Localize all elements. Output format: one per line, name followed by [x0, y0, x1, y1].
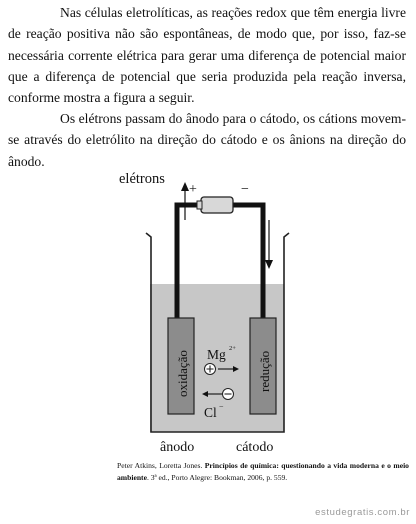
citation-title: Princípios de química: questionando a vida moderna e o meio ambiente: [117, 461, 409, 482]
plus-sign: +: [189, 182, 197, 197]
anode-electrode-label: oxidação: [175, 350, 190, 397]
citation: [117, 460, 409, 484]
cathode-electrode-label: redução: [257, 350, 272, 392]
citation-authors: Peter Atkins, Loretta Jones.: [117, 461, 203, 470]
anion-charge: −: [219, 402, 224, 411]
cation-symbol: Mg: [207, 347, 226, 362]
electron-arrow-down-head: [265, 260, 273, 269]
electron-arrow-up-head: [181, 182, 189, 191]
battery-terminal: [197, 201, 202, 209]
anode-label: ânodo: [160, 440, 195, 455]
electron-flow-paragraph-text: Os elétrons passam do ânodo para o cátodo, os cátions movem-se através do eletrólito na direção do cátodo e os ânions na direção do ânodo.: [8, 111, 406, 169]
citation-details: . 3ª ed., Porto Alegre: Bookman, 2006, p. 559.: [146, 473, 288, 482]
minus-sign: −: [241, 182, 249, 197]
electrons-label: elétrons: [119, 171, 165, 187]
watermark: estudegratis.com.br: [315, 507, 410, 518]
battery-body: [201, 197, 233, 213]
cathode-label: cátodo: [236, 440, 274, 455]
cation-charge: 2+: [229, 345, 236, 352]
intro-paragraph-text: Nas células eletrolíticas, as reações redox que têm energia livre de reação positiva não são espontâneas, de modo que, por isso, faz-se necessária corrente elétrica para gerar uma diferença de potencial maior que a diferença de potencial que seria produzida pela reação inversa, conforme mostra a figura a seguir.: [8, 5, 406, 106]
anion-symbol: Cl: [204, 405, 217, 420]
